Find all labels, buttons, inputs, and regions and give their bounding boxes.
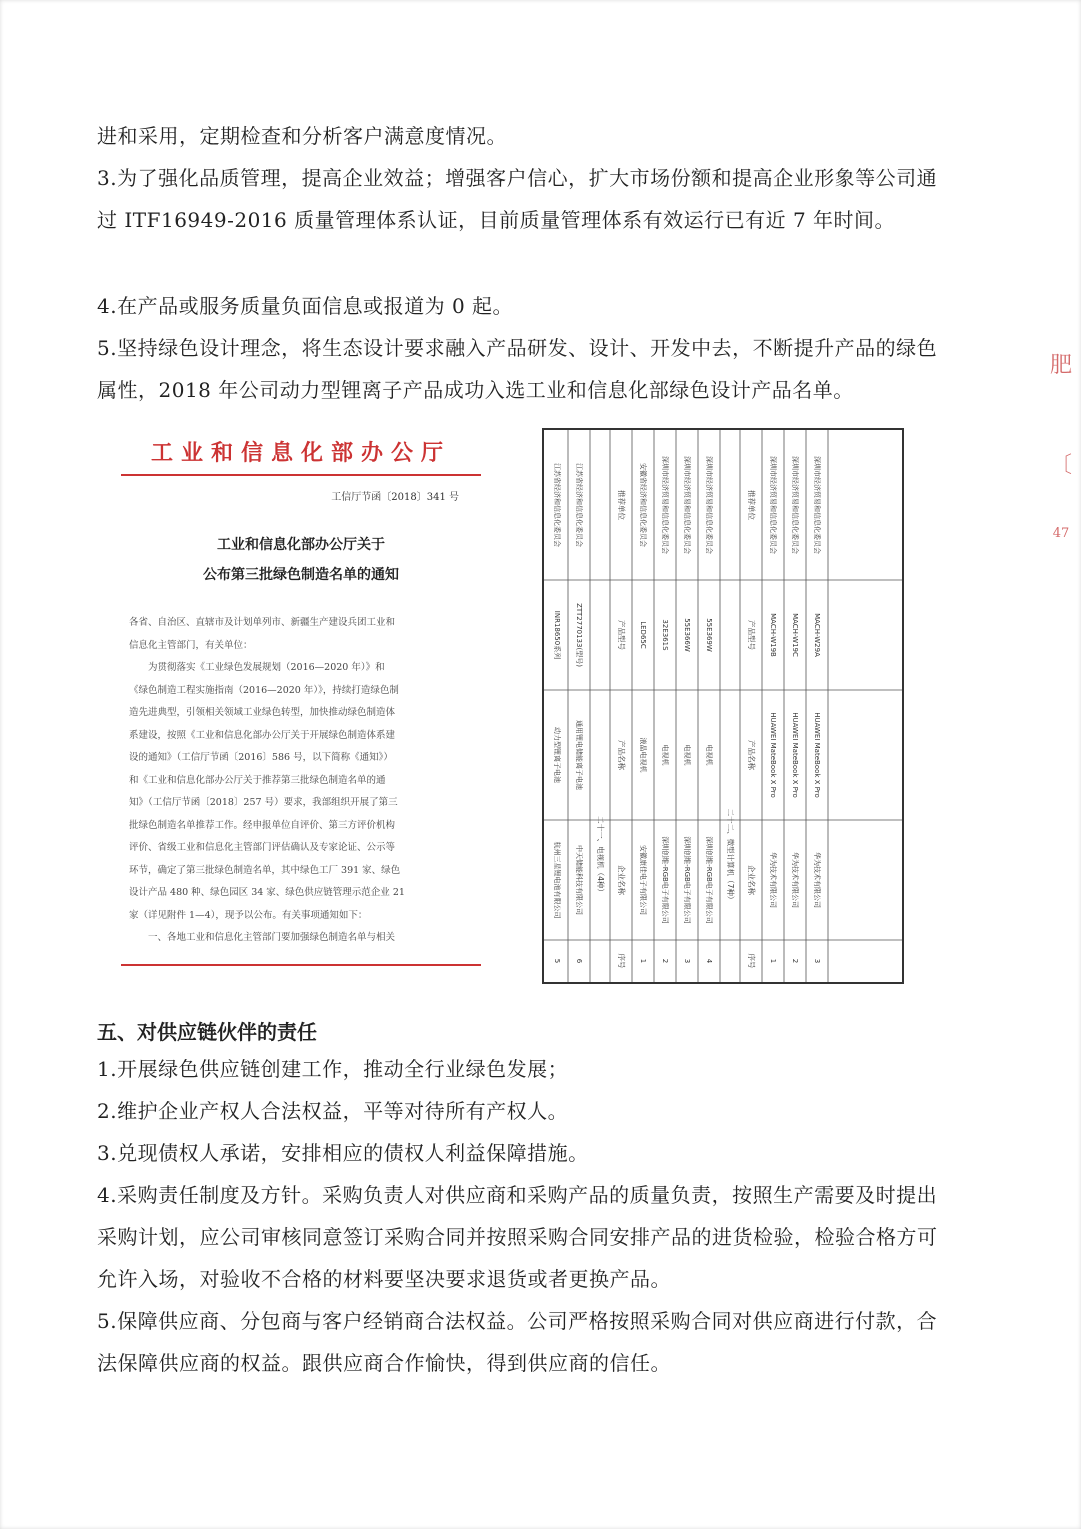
- table-row-pc-cell: 1: [769, 958, 777, 964]
- paragraph-negative-news: 4.在产品或服务质量负面信息或报道为 0 起。: [97, 294, 514, 318]
- notice-title-line2: 公布第三批绿色制造名单的通知: [203, 567, 399, 583]
- table-row-pc-cell: 深圳市经济贸易和信息化委员会: [769, 456, 777, 554]
- ministry-notice-image: [113, 428, 489, 970]
- notice-body: [129, 612, 469, 950]
- notice-title-line1: 工业和信息化部办公厅关于: [217, 537, 385, 553]
- seal-fragment-mid: 〔: [1049, 453, 1072, 478]
- table-row-tv-cell: 3: [683, 958, 691, 964]
- supply-item-2: 2.维护企业产权人合法权益，平等对待所有产权人。: [97, 1099, 569, 1123]
- table-row-pc-cell: HUAWEI MateBook X Pro: [769, 712, 777, 798]
- notice-line: 各省、自治区、直辖市及计划单列市、新疆生产建设兵团工业和: [129, 617, 396, 628]
- table-row-tv-cell: 深圳市经济贸易和信息化委员会: [661, 456, 669, 554]
- table-row-tv-cell: 1: [639, 958, 647, 964]
- table-row-top-cell: 5: [553, 958, 561, 964]
- paragraph-quality-management: 3.为了强化品质管理，提高企业效益；增强客户信心，扩大市场份额和提高企业形象等公司通过 ITF16949-2016 质量管理体系认证，目前质量管理体系有效运行已有近 7 年时间。: [97, 166, 938, 232]
- table-row-pc-cell: MACH-W19B: [769, 613, 777, 657]
- table-row-top-cell: 6: [575, 958, 583, 964]
- paragraph-green-design: 5.坚持绿色设计理念，将生态设计要求融入产品研发、设计、开发中去，不断提升产品的绿色属性，2018 年公司动力型锂离子产品成功入选工业和信息化部绿色设计产品名单。: [97, 336, 938, 402]
- table-row-tv-cell: 4: [705, 958, 713, 964]
- table-row-pc-cell: MACH-W29A: [813, 613, 821, 657]
- notice-line: 为贯彻落实《工业绿色发展规划（2016—2020 年）》和: [148, 662, 385, 673]
- notice-line: 知》（工信厅节函〔2018〕257 号）要求，我部组织开展了第三: [129, 797, 398, 808]
- notice-line: 设的通知》（工信厅节函〔2016〕586 号，以下简称《通知》）: [129, 752, 393, 763]
- notice-red-rule: [121, 474, 481, 476]
- table-header-cell: 推荐单位: [747, 490, 756, 520]
- table-row-tv-cell: 深圳市经济贸易和信息化委员会: [683, 456, 691, 554]
- table-row-tv-cell: 深圳创维-RGB电子有限公司: [705, 836, 713, 924]
- table-header-cell: 序号: [617, 953, 626, 969]
- table-row-tv-cell: 电视机: [705, 744, 713, 766]
- table-header-cell: 产品型号: [617, 620, 626, 650]
- notice-line: 环节，确定了第三批绿色制造名单，其中绿色工厂 391 家、绿色: [129, 864, 401, 876]
- notice-line: 《绿色制造工程实施指南（2016—2020 年）》，持续打造绿色制: [129, 684, 399, 696]
- table-row-tv-cell: 55E369W: [705, 618, 713, 652]
- notice-line: 造先进典型，引领相关领域工业绿色转型，加快推动绿色制造体: [129, 707, 396, 718]
- table-row-tv-cell: LED65C: [639, 621, 647, 649]
- table-row-tv-cell: 电视机: [683, 744, 691, 766]
- table-row-pc-cell: 华为技术有限公司: [769, 852, 777, 908]
- table-header-cell: 序号: [747, 953, 756, 969]
- table-row-top-cell: INR18650系列: [553, 610, 561, 660]
- table-row-tv-cell: 深圳创维-RGB电子有限公司: [683, 836, 691, 924]
- table-row-tv-cell: 电视机: [661, 744, 669, 766]
- table-row-tv-cell: 55E366W: [683, 618, 691, 652]
- table-section-label: 二十一、电视机（4种）: [596, 816, 605, 896]
- table-row-tv-cell: 安徽省经济和信息化委员会: [639, 463, 647, 547]
- table-row-pc-cell: 深圳市经济贸易和信息化委员会: [791, 456, 799, 554]
- section-heading-supply-chain: 五、对供应链伙伴的责任: [97, 1020, 317, 1044]
- notice-line: 评价、省级工业和信息化主管部门评估确认及专家论证、公示等: [129, 842, 396, 853]
- table-row-top-cell: 杭州三星锂电池有限公司: [553, 841, 561, 919]
- table-header-cell: 产品型号: [747, 620, 756, 650]
- table-row-top-cell: 江苏省经济和信息化委员会: [553, 463, 561, 547]
- notice-line: 和《工业和信息化部办公厅关于推荐第三批绿色制造名单的通: [129, 774, 386, 786]
- seal-fragment-top: 肥: [1049, 353, 1072, 378]
- table-header-cell: 产品名称: [747, 740, 756, 770]
- seal-fragment-number: 47: [1052, 526, 1070, 541]
- supply-item-3: 3.兑现债权人承诺，安排相应的债权人利益保障措施。: [97, 1141, 589, 1165]
- table-row-top-cell: ZTT2770133(型号): [575, 603, 583, 667]
- table-row-tv-cell: 深圳创维-RGB电子有限公司: [661, 836, 669, 924]
- table-row-pc-cell: 华为技术有限公司: [791, 852, 799, 908]
- table-row-tv-cell: 深圳市经济贸易和信息化委员会: [705, 456, 713, 554]
- table-row-tv-cell: 32E361S: [661, 619, 669, 651]
- table-header-cell: 推荐单位: [617, 490, 626, 520]
- table-row-tv-cell: 安徽康佳电子有限公司: [639, 845, 647, 915]
- notice-line: 信息化主管部门，有关单位：: [129, 639, 253, 651]
- table-row-top-cell: 中天储能科技有限公司: [575, 845, 583, 915]
- notice-line: 批绿色制造名单推荐工作。经申报单位自评价、第三方评价机构: [129, 819, 396, 831]
- notice-org-title: 工业和信息化部办公厅: [150, 440, 451, 466]
- table-header-cell: 产品名称: [617, 740, 626, 770]
- table-row-pc-cell: HUAWEI MateBook X Pro: [791, 712, 799, 798]
- table-header-cell: 企业名称: [617, 865, 626, 895]
- supply-item-4: 4.采购责任制度及方针。采购负责人对供应商和采购产品的质量负责，按照生产需要及时提出采购计划，应公司审核同意签订采购合同并按照采购合同安排产品的进货检验，检验合格方可允许入场，对验收不合格的材料要坚决要求退货或者更换产品。: [97, 1183, 938, 1291]
- table-row-pc-cell: MACH-W19C: [791, 613, 799, 657]
- table-section-label: 二十二、微型计算机（7种）: [726, 808, 735, 904]
- table-row-top-cell: 动力型锂离子电池: [553, 727, 561, 783]
- green-product-list-table: [542, 428, 904, 984]
- table-row-tv-cell: 液晶电视机: [639, 737, 647, 773]
- table-row-pc-cell: 3: [813, 958, 821, 964]
- notice-bottom-rule: [121, 964, 481, 966]
- table-row-top-cell: 通用锂电储能离子电池: [575, 720, 583, 790]
- table-row-top-cell: 江苏省经济和信息化委员会: [575, 463, 583, 547]
- table-row-pc-cell: 华为技术有限公司: [813, 852, 821, 908]
- notice-line: 设计产品 480 种、绿色园区 34 家、绿色供应链管理示范企业 21: [129, 887, 405, 898]
- notice-line: 系建设，按照《工业和信息化部办公厅关于开展绿色制造体系建: [129, 729, 396, 741]
- table-row-pc-cell: 2: [791, 958, 799, 964]
- table-row-pc-cell: 深圳市经济贸易和信息化委员会: [813, 456, 821, 554]
- table-row-tv-cell: 2: [661, 958, 669, 964]
- table-header-cell: 企业名称: [747, 865, 756, 895]
- notice-line: 家（详见附件 1—4），现予以公布。有关事项通知如下：: [129, 909, 368, 921]
- supply-item-1: 1.开展绿色供应链创建工作，推动全行业绿色发展；: [97, 1057, 569, 1081]
- notice-doc-number: 工信厅节函〔2018〕341 号: [331, 492, 459, 503]
- paragraph-satisfaction: 进和采用，定期检查和分析客户满意度情况。: [97, 124, 507, 148]
- table-row-pc-cell: HUAWEI MateBook X Pro: [813, 712, 821, 798]
- supply-item-5: 5.保障供应商、分包商与客户经销商合法权益。公司严格按照采购合同对供应商进行付款，合法保障供应商的权益。跟供应商合作愉快，得到供应商的信任。: [97, 1309, 938, 1375]
- notice-line: 一、各地工业和信息化主管部门要加强绿色制造名单与相关: [148, 932, 396, 943]
- table-svg: [544, 430, 902, 982]
